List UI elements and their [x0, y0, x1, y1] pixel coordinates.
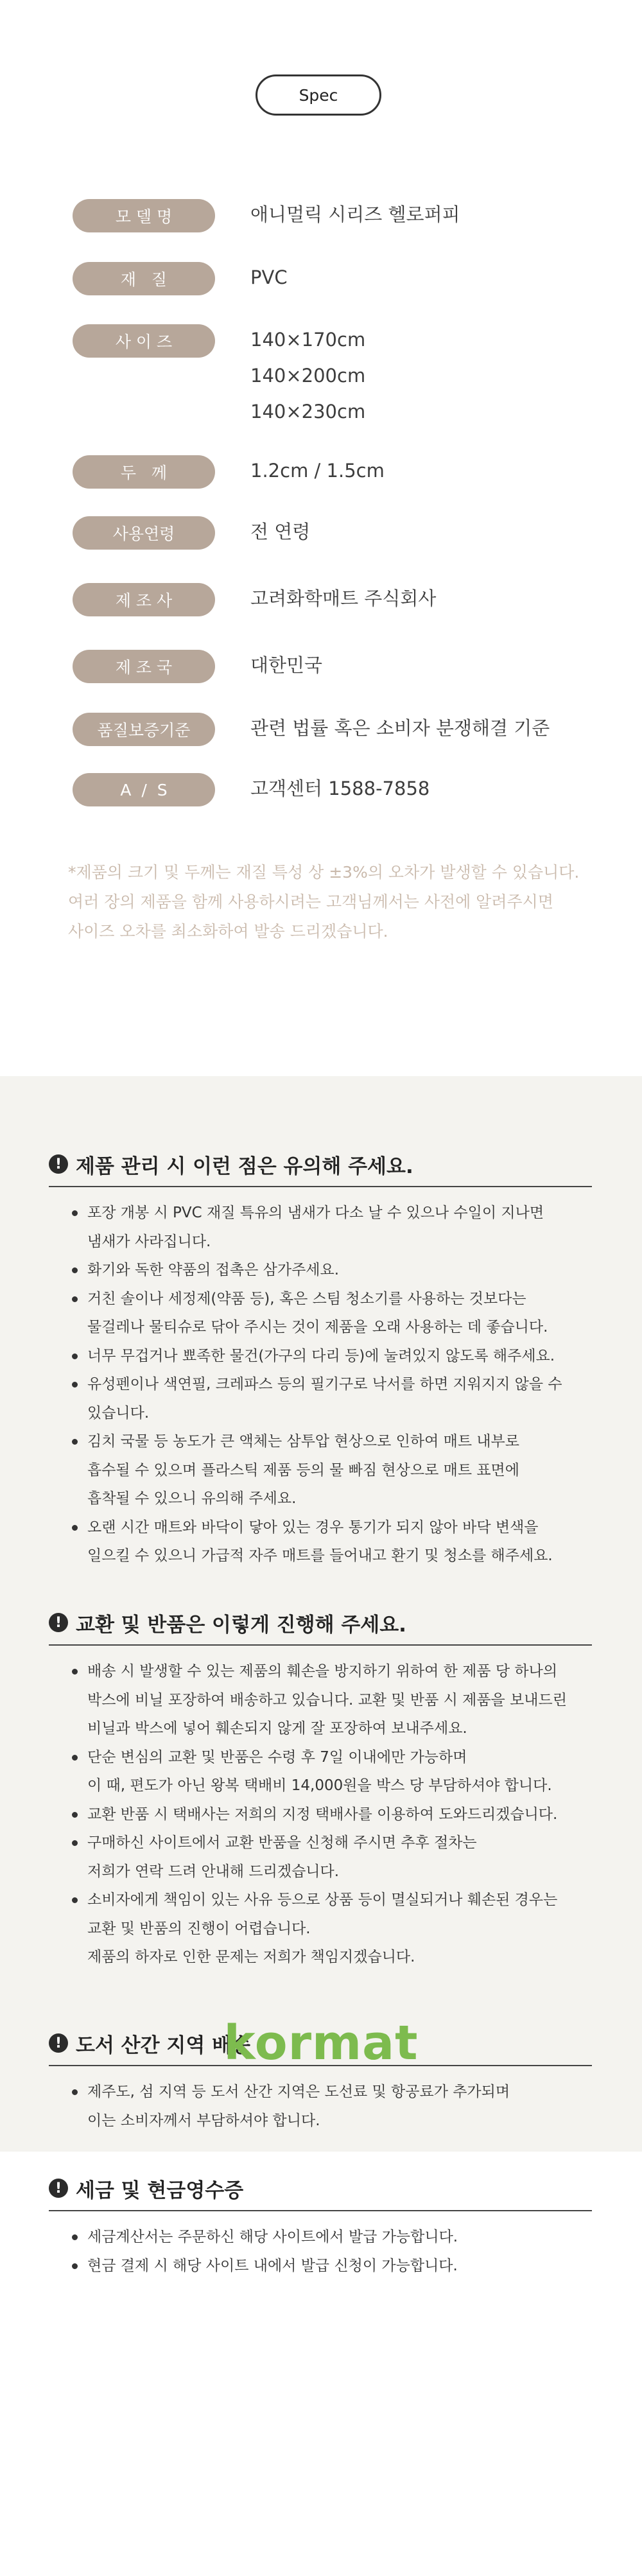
spec-values	[250, 514, 310, 550]
spec-row	[0, 196, 642, 235]
spec-label: 제 조 사	[73, 583, 215, 616]
spec-row	[0, 514, 642, 552]
guide-line: 흡수될 수 있으며 플라스틱 제품 등의 물 빠짐 현상으로 매트 표면에	[87, 1461, 519, 1479]
spec-value: 140×170cm	[250, 329, 366, 351]
guide-line: 있습니다.	[87, 1404, 150, 1422]
exclamation-circle-icon: !	[49, 2179, 68, 2198]
guide-line: 김치 국물 등 농도가 큰 액체는 삼투압 현상으로 인하여 매트 내부로	[87, 1433, 519, 1450]
spec-value: 고려화학매트 주식회사	[250, 587, 437, 609]
guide-heading	[49, 1150, 592, 1187]
spec-row	[0, 322, 642, 422]
bullet-icon	[72, 1525, 78, 1531]
spec-value: 1.2cm / 1.5cm	[250, 460, 385, 482]
guide-title: 교환 및 반품은 이렇게 진행해 주세요.	[76, 1613, 406, 1637]
bullet-icon	[72, 2263, 78, 2269]
guide-line: 현금 결제 시 해당 사이트 내에서 발급 신청이 가능합니다.	[87, 2257, 458, 2274]
spec-value: 전 연령	[250, 521, 311, 543]
list-item	[72, 1513, 592, 1571]
brand-logo: kormat	[223, 2015, 419, 2071]
spec-label: 사용연령	[73, 516, 215, 550]
guide-list	[49, 1657, 592, 1972]
spec-value: 대한민국	[250, 654, 323, 676]
exclamation-circle-icon: !	[49, 1613, 68, 1632]
guide-heading	[49, 2174, 592, 2211]
exclamation-circle-icon: !	[49, 1154, 68, 1174]
spec-row	[0, 453, 642, 491]
spec-values	[250, 259, 288, 295]
guide-line: 거친 솔이나 세정제(약품 등), 혹은 스팀 청소기를 사용하는 것보다는	[87, 1290, 526, 1307]
guide-line: 이는 소비자께서 부담하셔야 합니다.	[87, 2112, 320, 2129]
bullet-icon	[72, 1755, 78, 1761]
list-item	[72, 1800, 592, 1829]
list-item	[72, 1886, 592, 1972]
guide-line: 흡착될 수 있으니 유의해 주세요.	[87, 1490, 297, 1507]
guide-line: 포장 개봉 시 PVC 재질 특유의 냄새가 다소 날 수 있으나 수일이 지나면	[87, 1205, 544, 1221]
guide-title: 세금 및 현금영수증	[76, 2179, 244, 2202]
spec-values	[250, 453, 385, 489]
guide-line: 단순 변심의 교환 및 반품은 수령 후 7일 이내에만 가능하며	[87, 1748, 467, 1766]
spec-note-line: 사이즈 오차를 최소화하여 발송 드리겠습니다.	[68, 922, 388, 941]
spec-label: 품질보증기준	[73, 713, 215, 746]
bullet-icon	[72, 1353, 78, 1359]
guide-line: 배송 시 발생할 수 있는 제품의 훼손을 방지하기 위하여 한 제품 당 하나의	[87, 1663, 558, 1680]
spec-values	[250, 710, 550, 746]
guide-line: 저희가 연락 드려 안내해 드리겠습니다.	[87, 1863, 340, 1880]
bullet-icon	[72, 1669, 78, 1675]
spec-value: 140×200cm	[250, 365, 366, 387]
spec-row	[0, 259, 642, 298]
bullet-icon	[72, 1382, 78, 1388]
spec-row	[0, 647, 642, 686]
list-item	[72, 1285, 592, 1342]
list-item	[72, 1256, 592, 1285]
guide-line: 너무 무겁거나 뾰족한 물건(가구의 다리 등)에 눌려있지 않도록 해주세요.	[87, 1347, 555, 1364]
bullet-icon	[72, 2089, 78, 2095]
spec-label: 제 조 국	[73, 650, 215, 683]
guide-list	[49, 1199, 592, 1571]
spec-note-line: *제품의 크기 및 두께는 재질 특성 상 ±3%의 오차가 발생할 수 있습니다.	[68, 863, 580, 882]
spec-label: 사 이 즈	[73, 324, 215, 358]
guide-line: 박스에 비닐 포장하여 배송하고 있습니다. 교환 및 반품 시 제품을 보내드린	[87, 1691, 567, 1709]
bullet-icon	[72, 1439, 78, 1445]
list-item	[72, 1657, 592, 1743]
guide-section	[0, 1076, 642, 2274]
spec-section	[0, 0, 642, 1076]
bullet-icon	[72, 1267, 78, 1273]
spec-value: 애니멀릭 시리즈 헬로퍼피	[250, 204, 460, 225]
bullet-icon	[72, 1897, 78, 1903]
guide-line: 세금계산서는 주문하신 해당 사이트에서 발급 가능합니다.	[87, 2229, 458, 2245]
list-item	[72, 1370, 592, 1427]
guide-line: 유성펜이나 색연필, 크레파스 등의 필기구로 낙서를 하면 지워지지 않을 수	[87, 1376, 562, 1393]
guide-line: 제품의 하자로 인한 문제는 저희가 책임지겠습니다.	[87, 1949, 415, 1965]
spec-values	[250, 770, 429, 806]
guide-title: 제품 관리 시 이런 점은 유의해 주세요.	[76, 1154, 413, 1178]
spec-badge: Spec	[256, 74, 381, 116]
list-item	[72, 1199, 592, 1256]
spec-label: A / S	[73, 773, 215, 806]
spec-value: 고객센터 1588-7858	[250, 778, 430, 799]
spec-values	[250, 322, 365, 430]
spec-row	[0, 710, 642, 749]
guide-heading	[49, 1608, 592, 1646]
bullet-icon	[72, 1840, 78, 1846]
spec-row	[0, 770, 642, 809]
guide-line: 교환 반품 시 택배사는 저희의 지정 택배사를 이용하여 도와드리겠습니다.	[87, 1806, 558, 1823]
guide-line: 교환 및 반품의 진행이 어렵습니다.	[87, 1920, 311, 1937]
spec-row	[0, 580, 642, 619]
spec-values	[250, 580, 436, 616]
guide-line: 이 때, 편도가 아닌 왕복 택배비 14,000원을 박스 당 부담하셔야 합니다.	[87, 1777, 552, 1794]
guide-line: 일으킬 수 있으니 가급적 자주 매트를 들어내고 환기 및 청소를 해주세요.	[87, 1547, 553, 1564]
list-item	[72, 1829, 592, 1886]
list-item	[72, 1427, 592, 1513]
guide-line: 제주도, 섬 지역 등 도서 산간 지역은 도선료 및 항공료가 추가되며	[87, 2084, 510, 2100]
spec-label: 모 델 명	[73, 199, 215, 232]
guide-block	[49, 2174, 592, 2280]
guide-block	[49, 1608, 592, 1972]
guide-list	[49, 2078, 592, 2135]
guide-line: 구매하신 사이트에서 교환 반품을 신청해 주시면 추후 절차는	[87, 1834, 477, 1851]
guide-line: 화기와 독한 약품의 접촉은 삼가주세요.	[87, 1262, 340, 1278]
spec-label: 재 질	[73, 262, 215, 295]
spec-values	[250, 196, 460, 232]
spec-label: 두 께	[73, 455, 215, 489]
guide-line: 냄새가 사라집니다.	[87, 1233, 211, 1250]
guide-title: 도서 산간 지역 배송	[76, 2033, 250, 2057]
bullet-icon	[72, 1210, 78, 1216]
guide-list	[49, 2223, 592, 2280]
spec-values	[250, 647, 322, 683]
guide-line: 소비자에게 책임이 있는 사유 등으로 상품 등이 멸실되거나 훼손된 경우는	[87, 1892, 558, 1908]
list-item	[72, 1743, 592, 1800]
list-item	[72, 2252, 592, 2281]
list-item	[72, 1342, 592, 1371]
spec-value: 140×230cm	[250, 401, 366, 422]
exclamation-circle-icon: !	[49, 2033, 68, 2053]
spec-note-line: 여러 장의 제품을 함께 사용하시려는 고객님께서는 사전에 알려주시면	[68, 892, 553, 911]
bullet-icon	[72, 1296, 78, 1302]
spec-note	[68, 858, 594, 946]
guide-line: 오랜 시간 매트와 바닥이 닿아 있는 경우 통기가 되지 않아 바닥 변색을	[87, 1519, 539, 1536]
guide-block	[49, 1150, 592, 1571]
list-item	[72, 2078, 592, 2135]
guide-line: 물걸레나 물티슈로 닦아 주시는 것이 제품을 오래 사용하는 데 좋습니다.	[87, 1319, 548, 1336]
spec-value: PVC	[250, 266, 288, 288]
bullet-icon	[72, 2234, 78, 2240]
list-item	[72, 2223, 592, 2252]
guide-line: 비닐과 박스에 넣어 훼손되지 않게 잘 포장하여 보내주세요.	[87, 1720, 467, 1737]
bullet-icon	[72, 1812, 78, 1818]
spec-value: 관련 법률 혹은 소비자 분쟁해결 기준	[250, 717, 550, 739]
